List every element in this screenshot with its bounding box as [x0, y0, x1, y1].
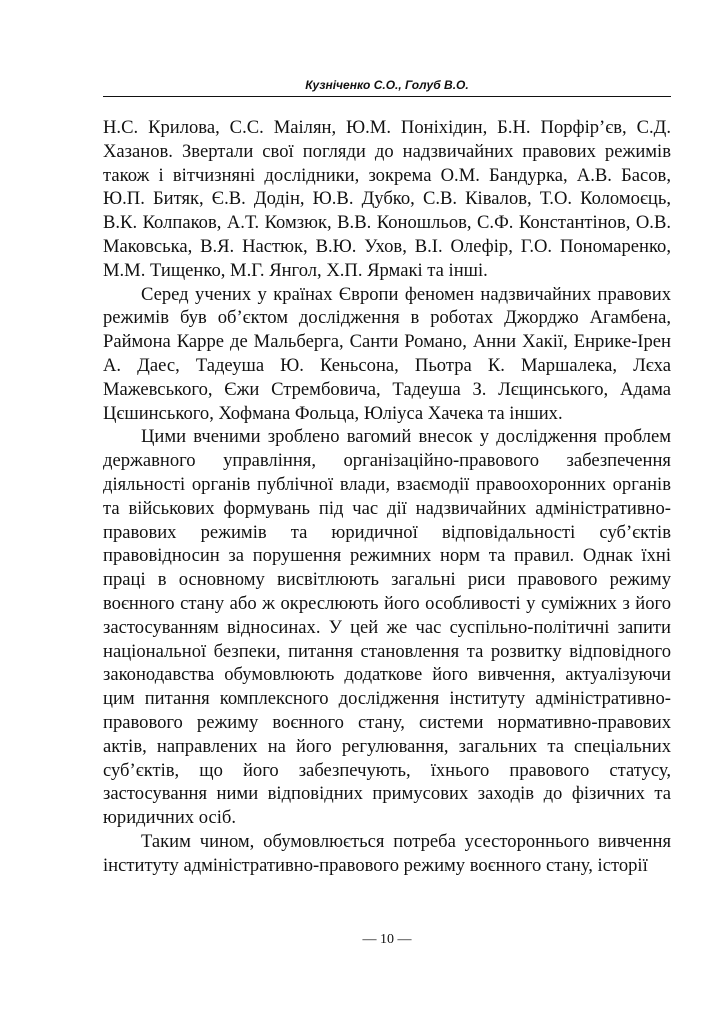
- running-header: Кузніченко С.О., Голуб В.О.: [305, 78, 469, 92]
- paragraph-2: Серед учених у країнах Європи феномен надзвичайних правових режимів був об’єктом дослідження в роботах Джорджо Агамбена, Раймона Карре де Мальберга, Санти Романо, Анни Хакії, Енрике-Ірен А. Даес, Тадеуша Ю. Кеньсона, Пьотра К. Маршалека, Лєха Мажевського, Єжи Стрембовича, Тадеуша З. Лєщинського, Адама Цєшинського, Хофмана Фольца, Юліуса Хачека та інших.: [103, 283, 671, 424]
- page-number: — 10 —: [362, 932, 412, 947]
- body-text: [103, 116, 671, 878]
- header-divider: [103, 96, 671, 97]
- paragraph-3: Цими вченими зроблено вагомий внесок у дослідження проблем державного управління, організаційно-правового забезпечення діяльності органів публічної влади, взаємодії правоохоронних органів та військових формувань під час дії надзвичайних адміністративно-правових режимів та юридичної відповідальності суб’єктів правовідносин за порушення режимних норм та правил. Однак їхні праці в основному висвітлюють загальні риси правового режиму воєнного стану або ж окреслюють його особливості у суміжних з його застосуванням відносинах. У цей же час суспільно-політичні запити національної безпеки, питання становлення та розвитку відповідного законодавства обумовлюють додаткове його вивчення, актуалізуючи цим питання комплексного дослідження інституту адміністративно-правового режиму воєнного стану, системи нормативно-правових актів, направлених на його регулювання, загальних та спеціальних суб’єктів, що його забезпечують, їхнього правового статусу, застосування ними відповідних примусових заходів до фізичних та юридичних осіб.: [103, 426, 671, 829]
- paragraph-4: Таким чином, обумовлюється потреба усестороннього вивчення інституту адміністративно-правового режиму воєнного стану, історії: [103, 830, 671, 876]
- paragraph-1: Н.С. Крилова, С.С. Маілян, Ю.М. Поніхідин, Б.Н. Порфір’єв, С.Д. Хазанов. Звертали свої погляди до надзвичайних правових режимів також і вітчизняні дослідники, зокрема О.М. Бандурка, А.В. Басов, Ю.П. Битяк, Є.В. Додін, Ю.В. Дубко, С.В. Ківалов, Т.О. Коломоєць, В.К. Колпаков, А.Т. Комзюк, В.В. Коношльов, С.Ф. Константінов, О.В. Маковська, В.Я. Настюк, В.Ю. Ухов, В.І. Олефір, Г.О. Пономаренко, М.М. Тищенко, М.Г. Янгол, Х.П. Ярмакі та інші.: [103, 117, 671, 281]
